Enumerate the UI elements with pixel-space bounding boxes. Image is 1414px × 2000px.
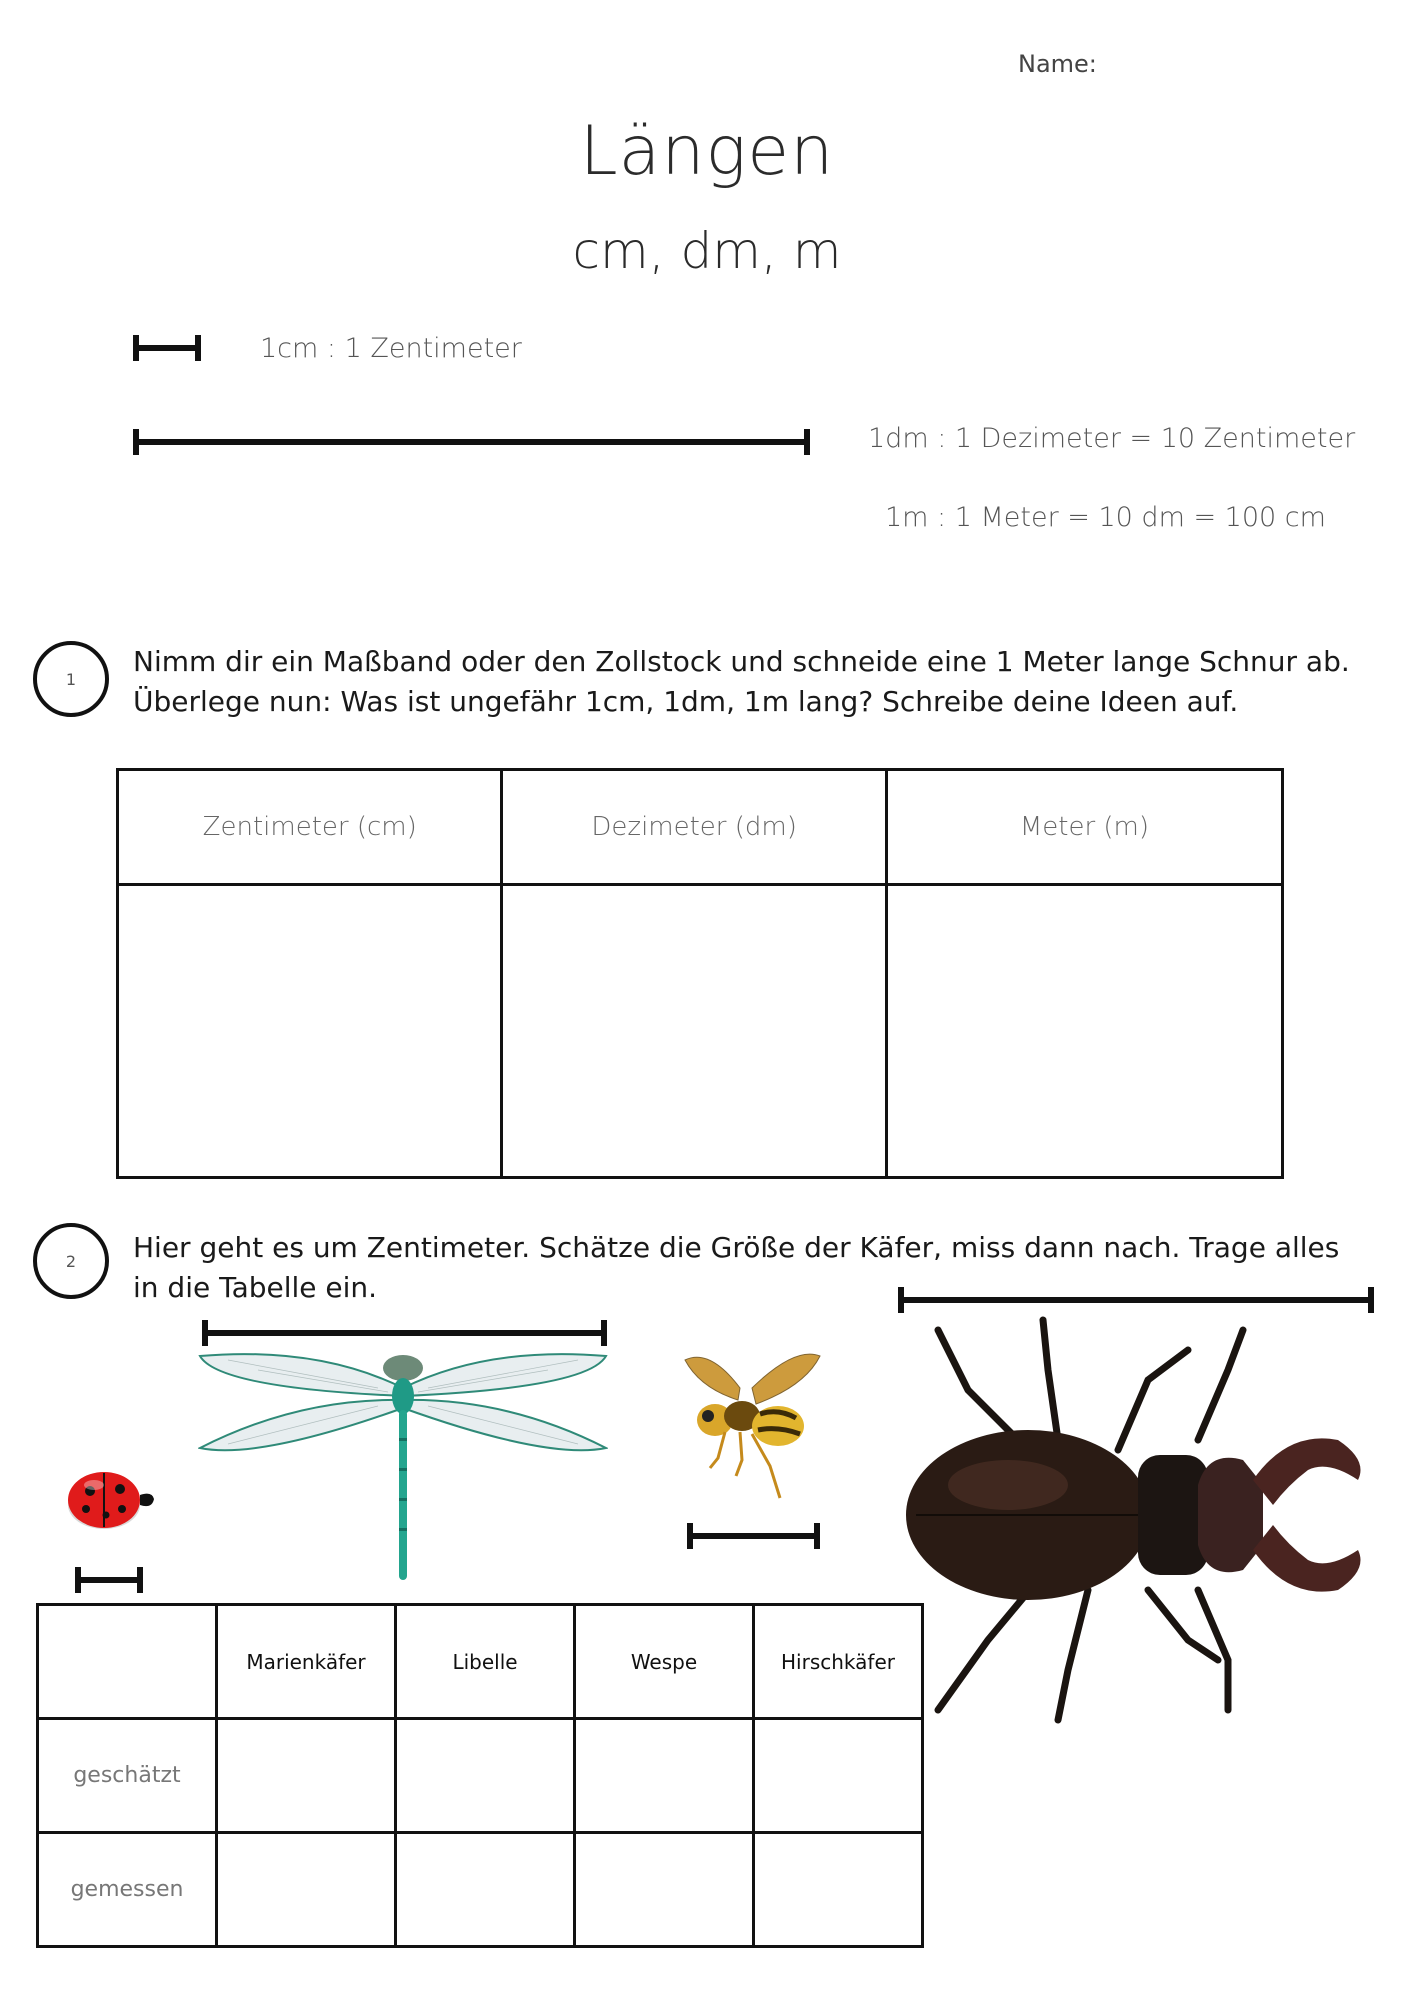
dragonfly-icon [198, 1348, 608, 1583]
table-row [38, 1833, 923, 1947]
estimate-hirschkaefer-cell[interactable] [754, 1719, 923, 1833]
estimate-wespe-cell[interactable] [575, 1719, 754, 1833]
task-2-line-2: in die Tabelle ein. [133, 1271, 378, 1304]
row-header-geschaetzt: geschätzt [38, 1719, 217, 1833]
page-subtitle: cm, dm, m [572, 222, 842, 280]
task-number-1: 1 [33, 641, 109, 717]
wasp-icon [680, 1348, 830, 1503]
header-m: Meter (m) [886, 770, 1282, 885]
task-number-2: 2 [33, 1223, 109, 1299]
task-1-line-2: Überlege nun: Was ist ungefähr 1cm, 1dm, 1m lang? Schreibe deine Ideen auf. [133, 685, 1239, 718]
cm-answer-cell[interactable] [118, 885, 502, 1178]
page-title: Längen [579, 112, 835, 191]
col-header-libelle: Libelle [396, 1605, 575, 1719]
dm-definition: 1dm : 1 Dezimeter = 10 Zentimeter [868, 423, 1356, 454]
cm-definition: 1cm : 1 Zentimeter [260, 333, 522, 364]
col-header-hirschkaefer: Hirschkäfer [754, 1605, 923, 1719]
m-answer-cell[interactable] [886, 885, 1282, 1178]
table-row [38, 1719, 923, 1833]
measured-libelle-cell[interactable] [396, 1833, 575, 1947]
task-2-instructions [133, 1228, 1403, 1308]
header-dm: Dezimeter (dm) [502, 770, 886, 885]
task-1-instructions [133, 642, 1393, 722]
col-header-marienkaefer: Marienkäfer [217, 1605, 396, 1719]
estimate-libelle-cell[interactable] [396, 1719, 575, 1833]
name-label: Name: [1018, 50, 1097, 78]
header-cm: Zentimeter (cm) [118, 770, 502, 885]
stag-beetle-icon [898, 1310, 1388, 1750]
task-1-line-1: Nimm dir ein Maßband oder den Zollstock und schneide eine 1 Meter lange Schnur ab. [133, 645, 1350, 678]
measured-marienkaefer-cell[interactable] [217, 1833, 396, 1947]
insect-measurement-table [36, 1603, 924, 1948]
measured-hirschkaefer-cell[interactable] [754, 1833, 923, 1947]
m-definition: 1m : 1 Meter = 10 dm = 100 cm [885, 502, 1326, 533]
estimation-table [116, 768, 1284, 1179]
row-header-gemessen: gemessen [38, 1833, 217, 1947]
measured-wespe-cell[interactable] [575, 1833, 754, 1947]
ladybug-icon [62, 1465, 157, 1535]
estimate-marienkaefer-cell[interactable] [217, 1719, 396, 1833]
dm-answer-cell[interactable] [502, 885, 886, 1178]
task-2-line-1: Hier geht es um Zentimeter. Schätze die Größe der Käfer, miss dann nach. Trage alles [133, 1231, 1340, 1264]
col-header-wespe: Wespe [575, 1605, 754, 1719]
corner-cell [38, 1605, 217, 1719]
